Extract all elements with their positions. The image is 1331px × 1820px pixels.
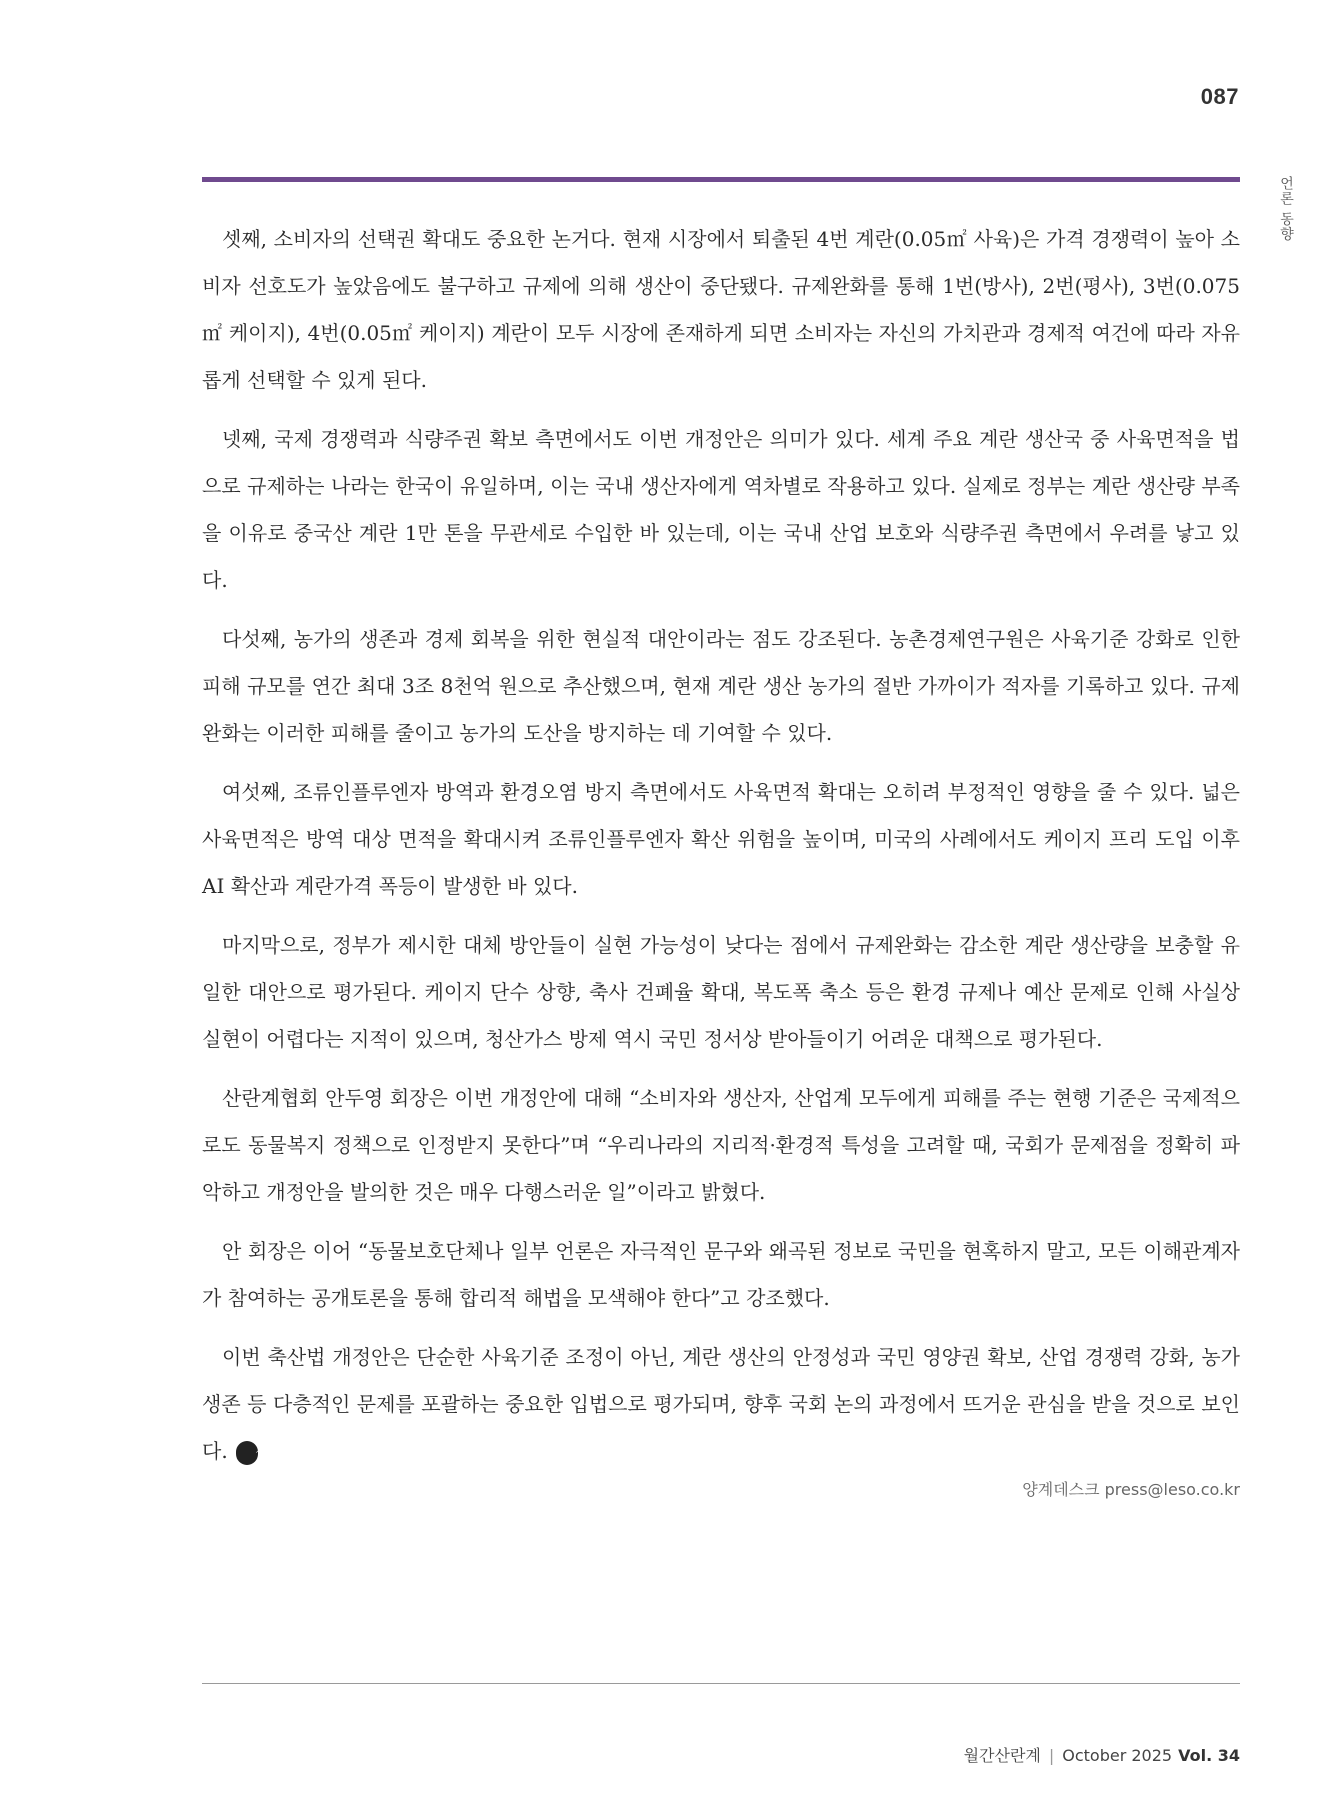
end-mark-icon: 산 bbox=[236, 1441, 258, 1465]
article-paragraph-last bbox=[202, 1334, 1240, 1475]
footer-separator: | bbox=[1048, 1746, 1055, 1765]
byline: 양계데스크 press@leso.co.kr bbox=[1022, 1480, 1240, 1499]
article-paragraph: 셋째, 소비자의 선택권 확대도 중요한 논거다. 현재 시장에서 퇴출된 4번 계란(0.05㎡ 사육)은 가격 경쟁력이 높아 소비자 선호도가 높았음에도 불구하고 규제에 의해 생산이 중단됐다. 규제완화를 통해 1번(방사), 2번(평사), 3번(0.075㎡ 케이지), 4번(0.05㎡ 케이지) 계란이 모두 시장에 존재하게 되면 소비자는 자신의 가치관과 경제적 여건에 따라 자유롭게 선택할 수 있게 된다. bbox=[202, 227, 1240, 392]
issue-date: October 2025 bbox=[1062, 1746, 1173, 1765]
article-body bbox=[202, 216, 1240, 1487]
article-paragraph: 넷째, 국제 경쟁력과 식량주권 확보 측면에서도 이번 개정안은 의미가 있다. 세계 주요 계란 생산국 중 사육면적을 법으로 규제하는 나라는 한국이 유일하며, 이는 국내 생산자에게 역차별로 작용하고 있다. 실제로 정부는 계란 생산량 부족을 이유로 중국산 계란 1만 톤을 무관세로 수입한 바 있는데, 이는 국내 산업 보호와 식량주권 측면에서 우려를 낳고 있다. bbox=[202, 427, 1240, 592]
bottom-divider bbox=[202, 1683, 1240, 1684]
issue-volume: Vol. 34 bbox=[1178, 1746, 1240, 1765]
top-divider bbox=[202, 177, 1240, 182]
article-paragraph: 산란계협회 안두영 회장은 이번 개정안에 대해 “소비자와 생산자, 산업계 모두에게 피해를 주는 현행 기준은 국제적으로도 동물복지 정책으로 인정받지 못한다”며 “우리나라의 지리적·환경적 특성을 고려할 때, 국회가 문제점을 정확히 파악하고 개정안을 발의한 것은 매우 다행스러운 일”이라고 밝혔다. bbox=[202, 1086, 1240, 1204]
article-paragraph-text: 이번 축산법 개정안은 단순한 사육기준 조정이 아닌, 계란 생산의 안정성과 국민 영양권 확보, 산업 경쟁력 강화, 농가 생존 등 다층적인 문제를 포괄하는 중요한 입법으로 평가되며, 향후 국회 논의 과정에서 뜨거운 관심을 받을 것으로 보인다. bbox=[202, 1345, 1240, 1463]
article-paragraph: 다섯째, 농가의 생존과 경제 회복을 위한 현실적 대안이라는 점도 강조된다. 농촌경제연구원은 사육기준 강화로 인한 피해 규모를 연간 최대 3조 8천억 원으로 추산했으며, 현재 계란 생산 농가의 절반 가까이가 적자를 기록하고 있다. 규제완화는 이러한 피해를 줄이고 농가의 도산을 방지하는 데 기여할 수 있다. bbox=[202, 627, 1240, 745]
page-number: 087 bbox=[1200, 84, 1239, 109]
publication-name: 월간산란계 bbox=[963, 1746, 1041, 1765]
page-footer bbox=[964, 1743, 1240, 1766]
article-paragraph: 여섯째, 조류인플루엔자 방역과 환경오염 방지 측면에서도 사육면적 확대는 오히려 부정적인 영향을 줄 수 있다. 넓은 사육면적은 방역 대상 면적을 확대시켜 조류인플루엔자 확산 위험을 높이며, 미국의 사례에서도 케이지 프리 도입 이후 AI 확산과 계란가격 폭등이 발생한 바 있다. bbox=[202, 780, 1240, 898]
article-paragraph: 마지막으로, 정부가 제시한 대체 방안들이 실현 가능성이 낮다는 점에서 규제완화는 감소한 계란 생산량을 보충할 유일한 대안으로 평가된다. 케이지 단수 상향, 축사 건폐율 확대, 복도폭 축소 등은 환경 규제나 예산 문제로 인해 사실상 실현이 어렵다는 지적이 있으며, 청산가스 방제 역시 국민 정서상 받아들이기 어려운 대책으로 평가된다. bbox=[202, 933, 1240, 1051]
article-paragraph: 안 회장은 이어 “동물보호단체나 일부 언론은 자극적인 문구와 왜곡된 정보로 국민을 현혹하지 말고, 모든 이해관계자가 참여하는 공개토론을 통해 합리적 해법을 모색해야 한다”고 강조했다. bbox=[202, 1239, 1240, 1310]
section-tab: 언론 동향 bbox=[1278, 176, 1294, 242]
